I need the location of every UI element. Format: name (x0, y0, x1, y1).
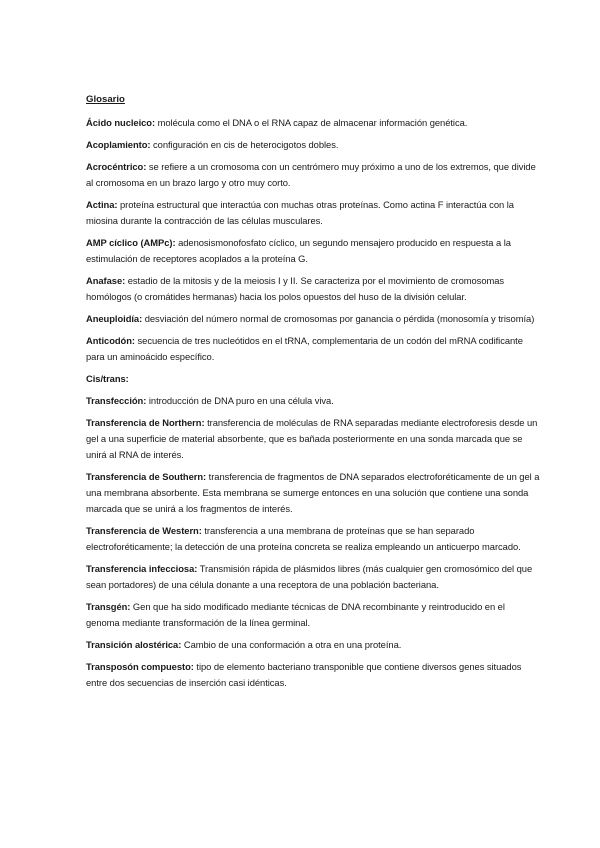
entry-definition: transferencia de moléculas de RNA separadas mediante electroforesis desde un gel a una superficie de material absorbente, que es bañada posteriormente en una sonda marcada que se unirá al RNA de interés. (86, 417, 538, 460)
entry-definition: introducción de DNA puro en una célula viva. (146, 395, 334, 406)
entry-term: Transferencia de Western: (86, 525, 202, 536)
entry-definition: estadio de la mitosis y de la meiosis I y II. Se caracteriza por el movimiento de cromosomas homólogos (o cromátides hermanas) hacia los polos opuestos del huso de la división celular. (86, 275, 505, 302)
entry-term: Ácido nucleico: (86, 117, 156, 128)
entry-definition: transferencia de fragmentos de DNA separados electroforéticamente de un gel a una membrana absorbente. Esta membrana se sumerge entonces en una solución que contiene una sonda marcada que se unirá a los fragmentos de interés. (86, 471, 540, 514)
glossary-entry (86, 415, 540, 463)
entry-definition: desviación del número normal de cromosomas por ganancia o pérdida (monosomía y trisomía) (142, 313, 535, 324)
entry-term: Cis/trans: (86, 373, 129, 384)
glossary-entry (86, 115, 540, 131)
entry-definition: configuración en cis de heterocigotos dobles. (150, 139, 339, 150)
entry-term: Transferencia infecciosa: (86, 563, 198, 574)
glossary-entry (86, 523, 540, 555)
glossary-entry (86, 599, 540, 631)
entry-term: AMP cíclico (AMPc): (86, 237, 176, 248)
entry-term: Transferencia de Northern: (86, 417, 205, 428)
entry-definition: secuencia de tres nucleótidos en el tRNA, complementaria de un codón del mRNA codificante para un aminoácido específico. (86, 335, 523, 362)
glossary-entry (86, 137, 540, 153)
entry-term: Transición alostérica: (86, 639, 182, 650)
entry-term: Transposón compuesto: (86, 661, 194, 672)
entry-term: Transferencia de Southern: (86, 471, 207, 482)
entry-definition: se refiere a un cromosoma con un centrómero muy próximo a uno de los extremos, que divide al cromosoma en un brazo largo y otro muy corto. (86, 161, 536, 188)
glossary-entry (86, 469, 540, 517)
entry-term: Anafase: (86, 275, 126, 286)
glossary-entry (86, 197, 540, 229)
entry-term: Acoplamiento: (86, 139, 151, 150)
entry-term: Anticodón: (86, 335, 135, 346)
glossary-entry (86, 393, 540, 409)
entry-definition: transferencia a una membrana de proteínas que se han separado electroforéticamente; la detección de una proteína concreta se realiza empleando un anticuerpo marcado. (86, 525, 521, 552)
entry-term: Transfección: (86, 395, 147, 406)
entry-definition: adenosismonofosfato cíclico, un segundo mensajero producido en respuesta a la estimulación de receptores acoplados a la proteína G. (86, 237, 511, 264)
entry-definition: Cambio de una conformación a otra en una proteína. (181, 639, 402, 650)
entry-term: Acrocéntrico: (86, 161, 147, 172)
glossary-entry (86, 637, 540, 653)
glossary-entry (86, 333, 540, 365)
glossary-entry (86, 659, 540, 691)
entry-definition: proteína estructural que interactúa con muchas otras proteínas. Como actina F interactúa con la miosina durante la contracción de las células musculares. (86, 199, 514, 226)
page-title: Glosario (86, 94, 125, 105)
glossary-entry (86, 235, 540, 267)
glossary-entry (86, 561, 540, 593)
glossary-entry (86, 311, 540, 327)
entry-definition: tipo de elemento bacteriano transponible que contiene diversos genes situados entre dos secuencias de inserción casi idénticas. (86, 661, 522, 688)
entry-definition: Gen que ha sido modificado mediante técnicas de DNA recombinante y reintroducido en el genoma mediante transformación de la línea germinal. (86, 601, 505, 628)
glossary-entry (86, 159, 540, 191)
entry-term: Aneuploidía: (86, 313, 143, 324)
entry-term: Transgén: (86, 601, 131, 612)
glossary-entry (86, 273, 540, 305)
glossary-entry (86, 371, 540, 387)
entry-term: Actina: (86, 199, 118, 210)
entry-definition: Transmisión rápida de plásmidos libres (más cualquier gen cromosómico del que sean portadores) de una célula donante a una receptora de una población bacteriana. (86, 563, 533, 590)
entry-definition: molécula como el DNA o el RNA capaz de almacenar información genética. (155, 117, 468, 128)
